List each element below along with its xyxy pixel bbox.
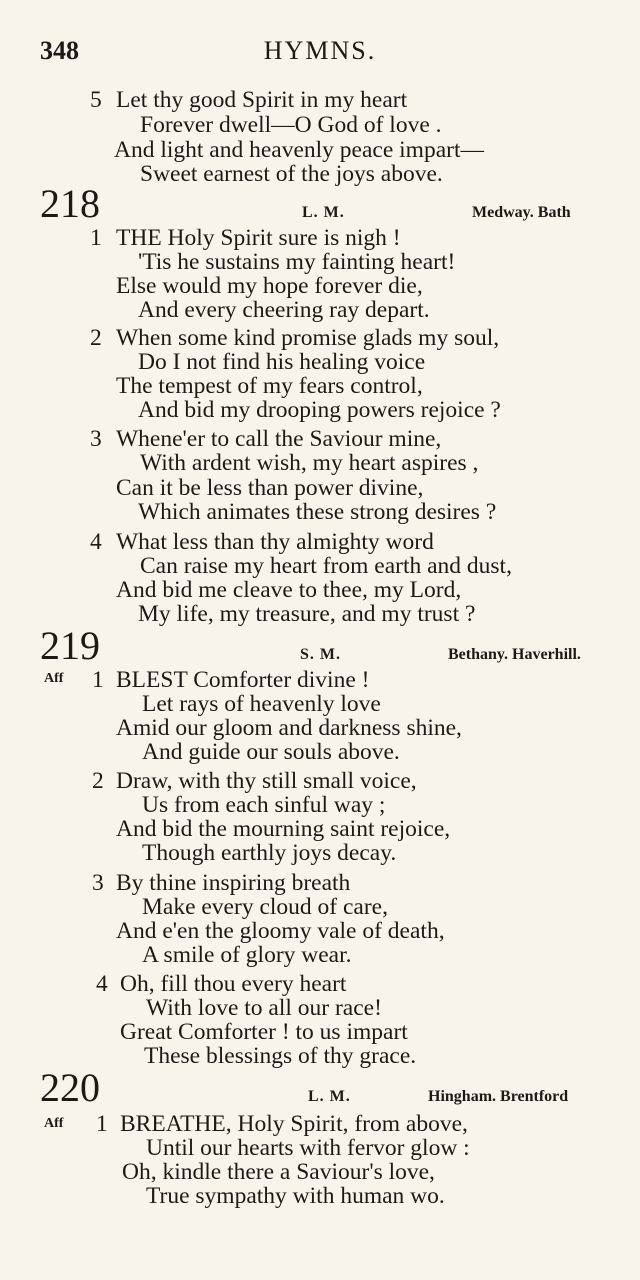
verse-line: Do I not find his healing voice	[138, 349, 426, 375]
verse-line: And bid me cleave to thee, my Lord,	[116, 577, 462, 603]
verse-line: Sweet earnest of the joys above.	[140, 161, 443, 187]
verse-number: 2	[90, 325, 102, 351]
verse-line: And light and heavenly peace impart—	[114, 137, 484, 163]
verse-line: Forever dwell—O God of love .	[140, 112, 442, 138]
verse-number: 2	[92, 768, 104, 794]
verse-number: 4	[96, 971, 108, 997]
page-number: 348	[40, 36, 79, 65]
verse-line: Oh, fill thou every heart	[120, 971, 347, 997]
verse-number: 1	[96, 1111, 108, 1137]
verse-line: Let thy good Spirit in my heart	[116, 87, 408, 113]
running-title: HYMNS.	[263, 36, 377, 65]
verse-line: The tempest of my fears control,	[116, 373, 423, 399]
hymn-tunes: Bethany. Haverhill.	[448, 646, 581, 663]
verse-line: These blessings of thy grace.	[144, 1043, 417, 1069]
verse-line: When some kind promise glads my soul,	[116, 325, 500, 351]
verse-line: Can raise my heart from earth and dust,	[140, 553, 512, 579]
aff-marker: Aff	[44, 671, 64, 686]
verse-line: Which animates these strong desires ?	[138, 499, 497, 525]
verse-line: And guide our souls above.	[142, 739, 400, 765]
verse-line: BLEST Comforter divine !	[116, 667, 370, 693]
verse-line: Else would my hope forever die,	[116, 273, 423, 299]
verse-number: 4	[90, 529, 102, 555]
verse-number: 1	[90, 225, 102, 251]
verse-line: With ardent wish, my heart aspires ,	[140, 450, 479, 476]
verse-number: 3	[90, 426, 102, 452]
verse-line: True sympathy with human wo.	[146, 1183, 445, 1209]
verse-line: Let rays of heavenly love	[142, 691, 381, 717]
verse-line: What less than thy almighty word	[116, 529, 434, 555]
verse-line: BREATHE, Holy Spirit, from above,	[120, 1111, 468, 1137]
verse-line: Great Comforter ! to us impart	[120, 1019, 408, 1045]
hymn-number: 219	[40, 623, 100, 668]
verse-line: Though earthly joys decay.	[142, 840, 397, 866]
verse-number: 3	[92, 870, 104, 896]
verse-line: By thine inspiring breath	[116, 870, 351, 896]
verse-line: And bid my drooping powers rejoice ?	[138, 397, 501, 423]
verse-line: Until our hearts with fervor glow :	[146, 1135, 470, 1161]
verse-line: Make every cloud of care,	[142, 894, 388, 920]
hymn-tunes: Medway. Bath	[472, 204, 571, 221]
verse-line: Oh, kindle there a Saviour's love,	[122, 1159, 435, 1185]
verse-line: With love to all our race!	[146, 995, 382, 1021]
verse-number: 1	[92, 667, 104, 693]
hymn-meter: L. M.	[302, 204, 345, 221]
verse-number: 5	[90, 87, 102, 113]
verse-line: Can it be less than power divine,	[116, 475, 424, 501]
verse-line: 'Tis he sustains my fainting heart!	[138, 249, 456, 275]
verse-line: Us from each sinful way ;	[142, 792, 386, 818]
verse-line: And bid the mourning saint rejoice,	[116, 816, 451, 842]
hymn-meter: L. M.	[308, 1088, 351, 1105]
hymn-number: 220	[40, 1065, 100, 1110]
hymn-meter: S. M.	[300, 646, 341, 663]
verse-line: And every cheering ray depart.	[138, 297, 430, 323]
verse-line: Amid our gloom and darkness shine,	[116, 715, 462, 741]
verse-line: A smile of glory wear.	[142, 942, 352, 968]
verse-line: My life, my treasure, and my trust ?	[138, 601, 476, 627]
verse-line: And e'en the gloomy vale of death,	[116, 918, 445, 944]
verse-line: Whene'er to call the Saviour mine,	[116, 426, 442, 452]
hymn-number: 218	[40, 181, 100, 226]
verse-line: Draw, with thy still small voice,	[116, 768, 417, 794]
hymn-tunes: Hingham. Brentford	[428, 1088, 569, 1105]
verse-line: THE Holy Spirit sure is nigh !	[116, 225, 401, 251]
aff-marker: Aff	[44, 1116, 64, 1131]
